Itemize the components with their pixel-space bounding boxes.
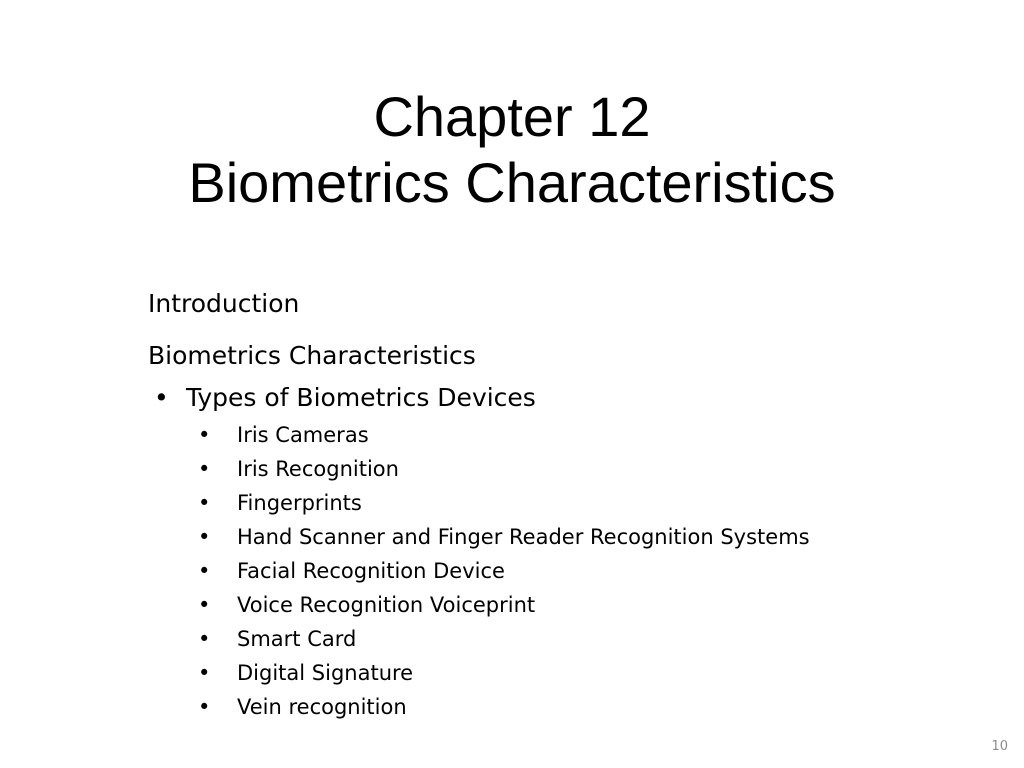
list-item-label: Iris Cameras (237, 423, 369, 447)
list-item-label: Digital Signature (237, 661, 414, 685)
list-item (148, 656, 968, 690)
list-item-label: Iris Recognition (237, 457, 399, 481)
list-item (148, 520, 968, 554)
bullet-icon: • (198, 627, 211, 651)
device-list (148, 418, 968, 724)
page-number: 10 (991, 739, 1008, 754)
bullet-icon: • (198, 593, 211, 617)
list-item-label: Smart Card (237, 627, 357, 651)
bullet-icon: • (154, 383, 169, 412)
list-item-label: Fingerprints (237, 491, 362, 515)
bullet-icon: • (198, 491, 211, 515)
list-item-label: Facial Recognition Device (237, 559, 505, 583)
list-item (148, 622, 968, 656)
list-item-label: Hand Scanner and Finger Reader Recognition Systems (237, 525, 810, 549)
bullet-item-types-of-biometrics-devices (148, 382, 968, 414)
bullet-icon: • (198, 695, 211, 719)
bullet-icon: • (198, 423, 211, 447)
slide-content (148, 288, 968, 724)
title-line-topic: Biometrics Characteristics (188, 151, 836, 214)
list-item (148, 418, 968, 452)
section-heading-biometrics-characteristics: Biometrics Characteristics (148, 341, 476, 370)
list-item-label: Vein recognition (237, 695, 407, 719)
title-line-chapter: Chapter 12 (373, 85, 651, 148)
list-item-label: Voice Recognition Voiceprint (237, 593, 536, 617)
slide-title (0, 84, 1024, 216)
bullet-icon: • (198, 457, 211, 481)
bullet-icon: • (198, 559, 211, 583)
bullet-item-label: Types of Biometrics Devices (186, 383, 536, 412)
bullet-icon: • (198, 525, 211, 549)
list-item (148, 452, 968, 486)
list-item (148, 690, 968, 724)
bullet-icon: • (198, 661, 211, 685)
list-item (148, 486, 968, 520)
list-item (148, 554, 968, 588)
list-item (148, 588, 968, 622)
section-heading-introduction: Introduction (148, 289, 300, 318)
